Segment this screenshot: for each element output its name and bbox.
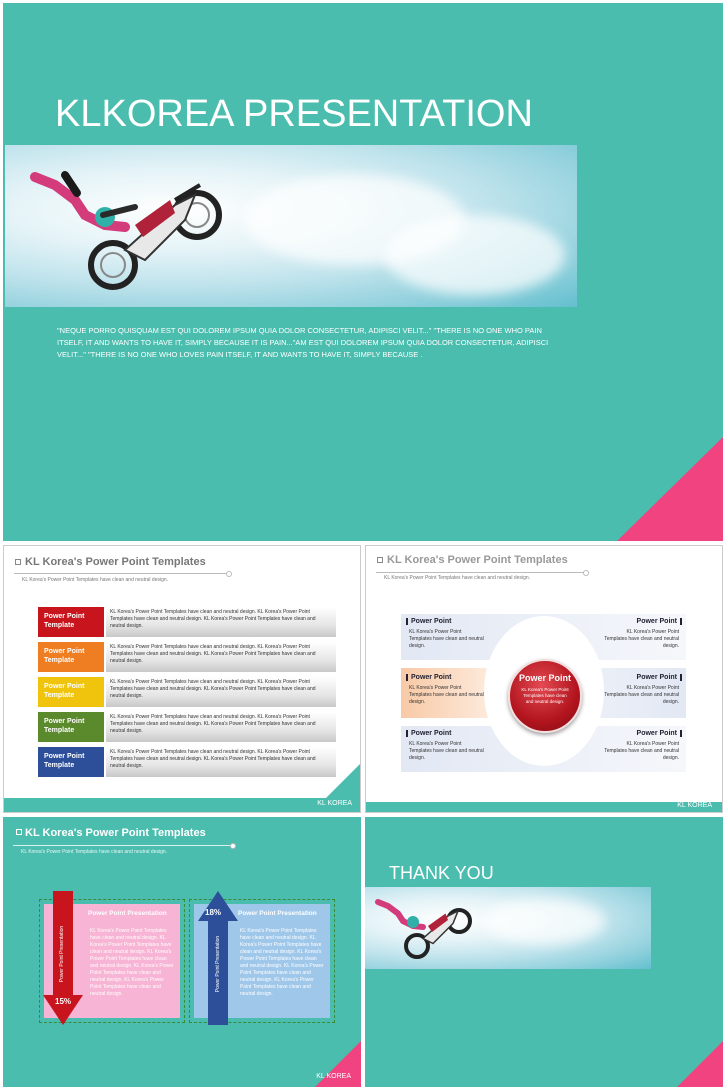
slide-title: KL Korea's Power Point Templates bbox=[25, 556, 206, 568]
cover-title: KLKOREA PRESENTATION bbox=[55, 93, 533, 135]
hub-panel-body: KL Korea's Power Point Templates have clean and neutral design. bbox=[409, 629, 484, 649]
hub-panel-body: KL Korea's Power Point Templates have clean and neutral design. bbox=[604, 685, 679, 705]
bar-row-label: Power Point Template bbox=[38, 747, 104, 777]
hub-panel-item bbox=[406, 730, 488, 762]
hub-panel-item bbox=[406, 674, 488, 706]
hub-panel-body: KL Korea's Power Point Templates have clean and neutral design. bbox=[409, 685, 484, 705]
slide-1-cover[interactable] bbox=[3, 3, 723, 541]
slide-4-arrows[interactable] bbox=[3, 817, 361, 1087]
slide-subtitle: KL Korea's Power Point Templates have clean and neutral design. bbox=[22, 577, 169, 583]
hub-panel-head: Power Point bbox=[600, 618, 682, 625]
motocross-rider-image bbox=[25, 155, 245, 305]
slide-title: KL Korea's Power Point Templates bbox=[387, 554, 568, 566]
bar-row bbox=[38, 642, 336, 672]
footer-label: KL KOREA bbox=[677, 802, 712, 809]
slide-3-hub[interactable] bbox=[365, 545, 723, 813]
hub-panel-head: Power Point bbox=[406, 730, 488, 737]
footer-bar bbox=[4, 798, 360, 812]
bar-row-text: KL Korea's Power Point Templates have clean and neutral design. KL Korea's Power Point Templates have clean and neutral design. KL Korea's Power Point Templates have clean and neutral design. bbox=[106, 677, 336, 707]
down-arrow-percent: 15% bbox=[55, 997, 72, 1006]
bar-row-label: Power Point Template bbox=[38, 642, 104, 672]
footer-label: KL KOREA bbox=[317, 800, 352, 807]
title-rule bbox=[13, 845, 233, 846]
title-square-icon bbox=[377, 557, 383, 563]
bar-row bbox=[38, 747, 336, 777]
thank-you-title: THANK YOU bbox=[389, 863, 494, 883]
title-rule bbox=[376, 572, 586, 573]
bar-row-label: Power Point Template bbox=[38, 677, 104, 707]
left-card-head: Power Point Presentation bbox=[88, 910, 167, 917]
motocross-rider-image bbox=[373, 891, 483, 966]
pink-corner-decoration bbox=[617, 437, 723, 541]
pink-corner-decoration bbox=[677, 1041, 723, 1087]
hub-center-title: Power Point bbox=[518, 673, 571, 683]
hub-panel-body: KL Korea's Power Point Templates have clean and neutral design. bbox=[409, 741, 484, 761]
hub-center-button[interactable] bbox=[508, 659, 582, 733]
cover-body-text: "NEQUE PORRO QUISQUAM EST QUI DOLOREM IPSUM QUIA DOLOR CONSECTETUR, ADIPISCI VELIT..." "THERE IS NO ONE WHO PAIN ITSELF, IT AND WANTS TO HAVE IT, SIMPLY BECAUSE IT IS PAIN..."AM EST QUI DOLOREM IPSUM QUIA DOLOR CONSECTETUR, ADIPISCI VELIT..." "THERE IS NO ONE WHO LOVES PAIN ITSELF, IT AND WANTS TO HAVE IT, SIMPLY BECAUSE . bbox=[57, 326, 549, 359]
slide-title: KL Korea's Power Point Templates bbox=[25, 827, 206, 839]
footer-label: KL KOREA bbox=[316, 1073, 351, 1080]
slide-subtitle: KL Korea's Power Point Templates have clean and neutral design. bbox=[21, 849, 168, 855]
hub-center-body: KL Korea's Power Point Templates have clean and neutral design. bbox=[521, 687, 569, 704]
hub-panel-item bbox=[600, 730, 682, 762]
hub-panel-head: Power Point bbox=[406, 674, 488, 681]
right-card-head: Power Point Presentation bbox=[238, 910, 317, 917]
hub-panel-item bbox=[600, 618, 682, 650]
bar-row-text: KL Korea's Power Point Templates have clean and neutral design. KL Korea's Power Point Templates have clean and neutral design. KL Korea's Power Point Templates have clean and neutral design. bbox=[106, 712, 336, 742]
hub-panel-head: Power Point bbox=[600, 730, 682, 737]
right-card-body: KL Korea's Power Point Templates have clean and neutral design. KL Korea's Power Point Templates have clean and neutral design. KL Korea's Power Point Templates have clean and neutral design. KL Korea's Power Point Templates have clean and neutral design. KL Korea's Power Point Templates have clean and neutral design. bbox=[240, 928, 324, 997]
bar-row bbox=[38, 607, 336, 637]
left-card-body: KL Korea's Power Point Templates have clean and neutral design. KL Korea's Power Point Templates have clean and neutral design. KL Korea's Power Point Templates have clean and neutral design. KL Korea's Power Point Templates have clean and neutral design. KL Korea's Power Point Templates have clean and neutral design. bbox=[90, 928, 174, 997]
slide-5-thankyou[interactable] bbox=[365, 817, 723, 1087]
down-arrow-label: Power Point Presentation bbox=[59, 925, 65, 983]
hub-panel-head: Power Point bbox=[600, 674, 682, 681]
bar-row-text: KL Korea's Power Point Templates have clean and neutral design. KL Korea's Power Point Templates have clean and neutral design. KL Korea's Power Point Templates have clean and neutral design. bbox=[106, 642, 336, 672]
bar-row-label: Power Point Template bbox=[38, 712, 104, 742]
bar-row-label: Power Point Template bbox=[38, 607, 104, 637]
hub-panel-body: KL Korea's Power Point Templates have clean and neutral design. bbox=[604, 629, 679, 649]
title-square-icon bbox=[16, 829, 22, 835]
title-square-icon bbox=[15, 559, 21, 565]
hub-panel-item bbox=[406, 618, 488, 650]
thank-you-photo bbox=[365, 887, 651, 969]
bar-row-text: KL Korea's Power Point Templates have clean and neutral design. KL Korea's Power Point Templates have clean and neutral design. KL Korea's Power Point Templates have clean and neutral design. bbox=[106, 607, 336, 637]
hub-panel-head: Power Point bbox=[406, 618, 488, 625]
hub-panel-body: KL Korea's Power Point Templates have clean and neutral design. bbox=[604, 741, 679, 761]
slide-subtitle: KL Korea's Power Point Templates have clean and neutral design. bbox=[384, 575, 531, 581]
footer-bar bbox=[366, 802, 722, 812]
teal-corner-decoration bbox=[326, 764, 360, 798]
bar-row bbox=[38, 677, 336, 707]
hub-panel-item bbox=[600, 674, 682, 706]
up-arrow-label: Power Point Presentation bbox=[215, 935, 221, 993]
slide-2-bars[interactable] bbox=[3, 545, 361, 813]
cover-photo bbox=[5, 145, 577, 307]
up-arrow-percent: 18% bbox=[205, 908, 222, 917]
pink-corner-decoration bbox=[315, 1041, 361, 1087]
bar-row bbox=[38, 712, 336, 742]
title-rule bbox=[14, 573, 229, 574]
bar-row-text: KL Korea's Power Point Templates have clean and neutral design. KL Korea's Power Point Templates have clean and neutral design. KL Korea's Power Point Templates have clean and neutral design. bbox=[106, 747, 336, 777]
